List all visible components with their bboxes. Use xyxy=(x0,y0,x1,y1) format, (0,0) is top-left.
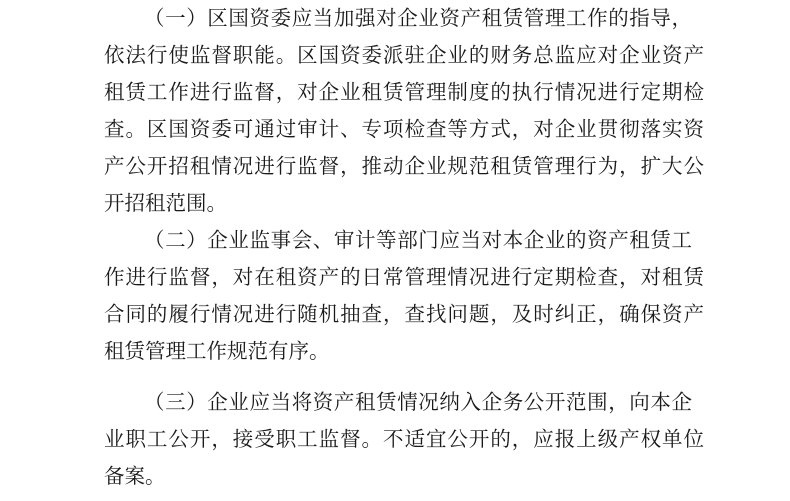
paragraph-1-line-2: 依法行使监督职能。区国资委派驻企业的财务总监应对企业资产 xyxy=(104,43,704,67)
paragraph-1-line-4: 查。区国资委可通过审计、专项检查等方式，对企业贯彻落实资 xyxy=(104,117,704,141)
paragraph-2-line-2: 作进行监督，对在租资产的日常管理情况进行定期检查，对租赁 xyxy=(104,265,704,289)
paragraph-3-line-1: （三）企业应当将资产租赁情况纳入企务公开范围，向本企 xyxy=(144,390,692,414)
paragraph-1-line-6: 开招租范围。 xyxy=(104,191,227,215)
paragraph-2-line-4: 租赁管理工作规范有序。 xyxy=(104,339,330,363)
paragraph-1-line-3: 租赁工作进行监督，对企业租赁管理制度的执行情况进行定期检 xyxy=(104,80,704,104)
paragraph-2-line-1: （二）企业监事会、审计等部门应当对本企业的资产租赁工 xyxy=(144,228,692,252)
paragraph-3-line-3: 备案。 xyxy=(104,464,166,488)
paragraph-3-line-2: 业职工公开，接受职工监督。不适宜公开的，应报上级产权单位 xyxy=(104,427,704,451)
paragraph-1-line-1: （一）区国资委应当加强对企业资产租赁管理工作的指导， xyxy=(144,6,692,30)
paragraph-1-line-5: 产公开招租情况进行监督，推动企业规范租赁管理行为，扩大公 xyxy=(104,154,704,178)
paragraph-2-line-3: 合同的履行情况进行随机抽查，查找问题，及时纠正，确保资产 xyxy=(104,302,704,326)
